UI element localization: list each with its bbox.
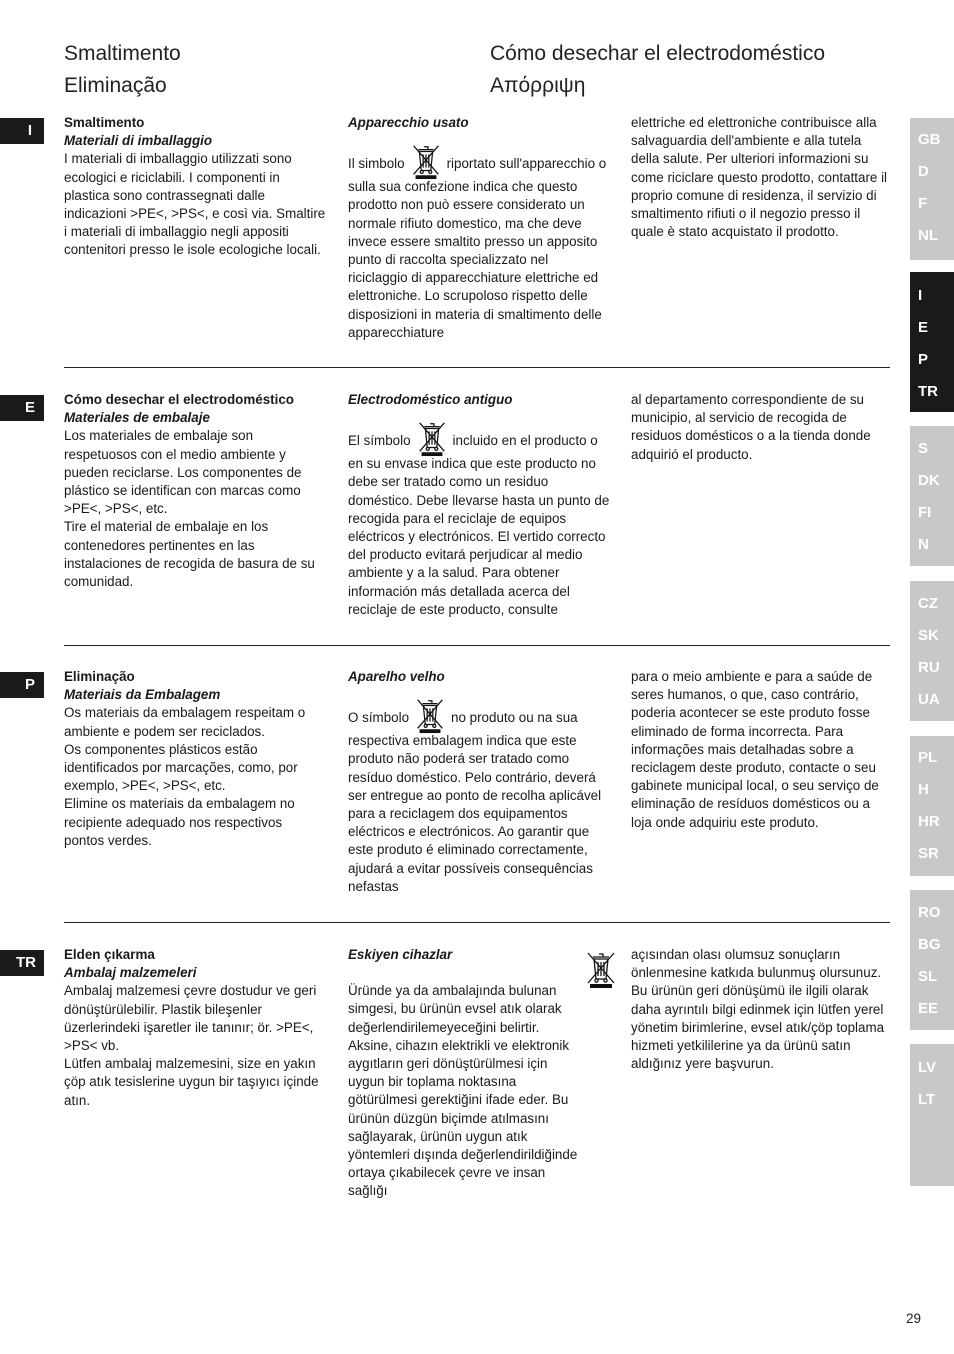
section-title: Eliminação	[64, 669, 135, 684]
packaging-column	[64, 668, 326, 850]
section-divider	[64, 922, 890, 923]
language-index-sr[interactable]: SR	[918, 845, 939, 862]
weee-bin-icon	[413, 696, 447, 732]
page-header-right	[490, 38, 825, 102]
language-group-3	[910, 426, 954, 566]
symbol-description: Üründe ya da ambalajında bulunan simgesi, bu ürünün evsel atık olarak değerlendirilemeyeceğini belirtir. Aksine, cihazın elektrikli ve elektronik aygıtların geri dönüştürülmesi için uygun bir toplama noktasına götürülmesi gerektiğini ifade eder. Bu ürünün düzgün biçimde atılmasını sağlayarak, ürünün uygun atık yöntemleri dışında değerlendirildiğinde ortaya çıkabilecek çevre ve insan sağlığı	[348, 983, 578, 1199]
language-index-bg[interactable]: BG	[918, 936, 941, 953]
section-body-2: Lütfen ambalaj malzemesini, size en yakın çöp atık tesislerine uygun bir taşıyıcı içinde atın.	[64, 1056, 319, 1108]
section-title: Cómo desechar el electrodoméstico	[64, 392, 294, 407]
language-index-cz[interactable]: CZ	[918, 595, 938, 612]
language-index-ee[interactable]: EE	[918, 1000, 939, 1017]
section-divider	[64, 645, 890, 646]
language-index-d[interactable]: D	[918, 163, 929, 180]
symbol-lead-text: El símbolo	[348, 433, 411, 449]
language-index-ro[interactable]: RO	[918, 904, 941, 921]
old-appliance-title: Eskiyen cihazlar	[348, 947, 453, 962]
language-index-nl[interactable]: NL	[918, 227, 938, 244]
symbol-lead-text: Il simbolo	[348, 156, 405, 172]
language-group-7	[910, 1044, 954, 1186]
weee-bin-icon	[409, 142, 443, 178]
language-group-6	[910, 890, 954, 1030]
section-body: Los materiales de embalaje son respetuosos con el medio ambiente y pueden reciclarse. Los componentes de plástico se identifican con marcas como >PE<, >PS<, etc.	[64, 428, 302, 517]
info-body: açısından olası olumsuz sonuçların önlenmesine katkıda bulunmuş olursunuz. Bu ürünün geri dönüşümü ile ilgili olarak daha ayrıntılı bilgi edinmek için lütfen yerel yönetim birimlerine, evsel atık/çöp toplama hizmeti yetkililerine ya da ürünü satın aldığınız yere başvurun.	[631, 947, 885, 1072]
section-body: Ambalaj malzemesi çevre dostudur ve geri dönüştürülebilir. Plastik bileşenler üzerlerindeki işaretler ile tanınır; ör. >PE<, >PS< vb.	[64, 983, 317, 1054]
info-body: para o meio ambiente e para a saúde de seres humanos, o que, caso contrário, poderia acontecer se este produto fosse eliminado de forma incorrecta. Para informações mais detalhadas sobre a reciclagem deste produto, contacte o seu gabinete municipal local, o seu serviço de eliminação de resíduos domésticos ou a loja onde adquiriu este produto.	[631, 669, 879, 830]
language-index-tr[interactable]: TR	[918, 383, 938, 400]
header-title-como-desechar: Cómo desechar el electrodoméstico	[490, 42, 825, 65]
language-group-1	[910, 118, 954, 260]
language-index-i[interactable]: I	[918, 287, 923, 304]
language-tab-e: E	[0, 395, 44, 421]
symbol-description: no produto ou na sua respectiva embalagem indica que este produto não poderá ser tratado como resíduo doméstico. Pelo contrário, deverá ser entregue ao ponto de recolha aplicável para a reciclagem dos equipamentos eléctricos e electrónicos. Ao garantir que este produto é eliminado correctamente, ajudará a evitar possíveis consequências nefastas	[348, 710, 602, 894]
packaging-column	[64, 114, 326, 260]
language-index-pl[interactable]: PL	[918, 749, 938, 766]
language-index-s[interactable]: S	[918, 440, 929, 457]
page-header-left	[64, 38, 181, 102]
header-title-smaltimento: Smaltimento	[64, 42, 181, 65]
packaging-column	[64, 391, 326, 591]
info-body: al departamento correspondiente de su municipio, al servicio de recogida de residuos domésticos o a la tienda donde adquirió el producto.	[631, 392, 871, 462]
language-index-lv[interactable]: LV	[918, 1059, 937, 1076]
language-index-hr[interactable]: HR	[918, 813, 940, 830]
section-subtitle: Materiales de embalaje	[64, 410, 210, 426]
section-body: Os materiais da embalagem respeitam o ambiente e podem ser reciclados.	[64, 705, 306, 739]
info-column	[631, 668, 893, 832]
section-subtitle: Materiais da Embalagem	[64, 687, 221, 703]
old-appliance-title: Aparelho velho	[348, 669, 445, 684]
language-index-sl[interactable]: SL	[918, 968, 938, 985]
section-subtitle: Ambalaj malzemeleri	[64, 965, 197, 981]
symbol-lead-text: O símbolo	[348, 710, 410, 726]
header-title-aporripsi: Απόρριψη	[490, 74, 586, 97]
old-appliance-title: Electrodoméstico antiguo	[348, 392, 513, 407]
old-appliance-column	[348, 114, 610, 342]
section-body: I materiali di imballaggio utilizzati sono ecologici e riciclabili. I componenti in plastica sono contrassegnati dalle indicazioni >PE<, >PS<, e così via. Smaltire i materiali di imballaggio negli appositi contenitori presso le isole ecologiche locali.	[64, 151, 326, 258]
section-divider	[64, 367, 890, 368]
old-appliance-column	[348, 391, 610, 619]
language-group-4	[910, 581, 954, 721]
language-index-fi[interactable]: FI	[918, 504, 932, 521]
section-title: Smaltimento	[64, 115, 145, 130]
packaging-column	[64, 946, 326, 1110]
old-appliance-title: Apparecchio usato	[348, 115, 469, 130]
language-tab-p: P	[0, 672, 44, 698]
language-tab-tr: TR	[0, 950, 44, 976]
language-index-p[interactable]: P	[918, 351, 929, 368]
info-column	[631, 391, 893, 464]
language-index-lt[interactable]: LT	[918, 1091, 936, 1108]
language-index-e[interactable]: E	[918, 319, 929, 336]
old-appliance-column	[348, 946, 610, 1201]
language-group-2	[910, 272, 954, 412]
info-body: elettriche ed elettroniche contribuisce alla salvaguardia dell'ambiente e alla tutela della salute. Per ulteriori informazioni su come riciclare questo prodotto, contattare il proprio comune di residenza, il servizio di smaltimento rifiuti o il negozio presso il quale è stato acquistato il prodotto.	[631, 115, 888, 240]
language-index-gb[interactable]: GB	[918, 131, 941, 148]
language-group-5	[910, 736, 954, 876]
info-column	[631, 946, 893, 1073]
section-body-2: Tire el material de embalaje en los contenedores pertinentes en las instalaciones de recogida de basura de su comunidad.	[64, 519, 315, 590]
language-index-f[interactable]: F	[918, 195, 928, 212]
section-subtitle: Materiali di imballaggio	[64, 133, 213, 149]
language-index-n[interactable]: N	[918, 536, 929, 553]
info-column	[631, 114, 893, 241]
old-appliance-column	[348, 668, 610, 896]
weee-bin-icon	[415, 419, 449, 455]
header-title-eliminacao: Eliminação	[64, 74, 167, 97]
language-index-ua[interactable]: UA	[918, 691, 940, 708]
language-tab-i: I	[0, 118, 44, 144]
weee-bin-icon	[584, 948, 618, 990]
page-number: 29	[906, 1311, 922, 1326]
language-index-ru[interactable]: RU	[918, 659, 940, 676]
section-title: Elden çıkarma	[64, 947, 155, 962]
section-body-3: Elimine os materiais da embalagem no recipiente adequado nos respectivos pontos verdes.	[64, 796, 295, 848]
symbol-description: riportato sull'apparecchio o sulla sua confezione indica che questo prodotto non può essere considerato un normale rifiuto domestico, ma che deve invece essere smaltito presso un apposito punto di raccolta specializzato nel riciclaggio di apparecchiature elettriche ed elettroniche. Lo scrupoloso rispetto delle disposizioni in materia di smaltimento delle apparecchiature	[348, 156, 607, 340]
section-body-2: Os componentes plásticos estão identificados por marcações, como, por exemplo, >PE<, >PS<, etc.	[64, 741, 298, 794]
symbol-description: incluido en el producto o en su envase indica que este producto no debe ser tratado como un residuo doméstico. Debe llevarse hasta un punto de recogida para el reciclaje de equipos eléctricos y electrónicos. El vertido correcto del producto evitará perjudicar al medio ambiente y a la salud. Para obtener información más detallada acerca del reciclaje de este producto, consulte	[348, 433, 610, 617]
language-index-sk[interactable]: SK	[918, 627, 939, 644]
language-index-h[interactable]: H	[918, 781, 929, 798]
language-index-dk[interactable]: DK	[918, 472, 940, 489]
